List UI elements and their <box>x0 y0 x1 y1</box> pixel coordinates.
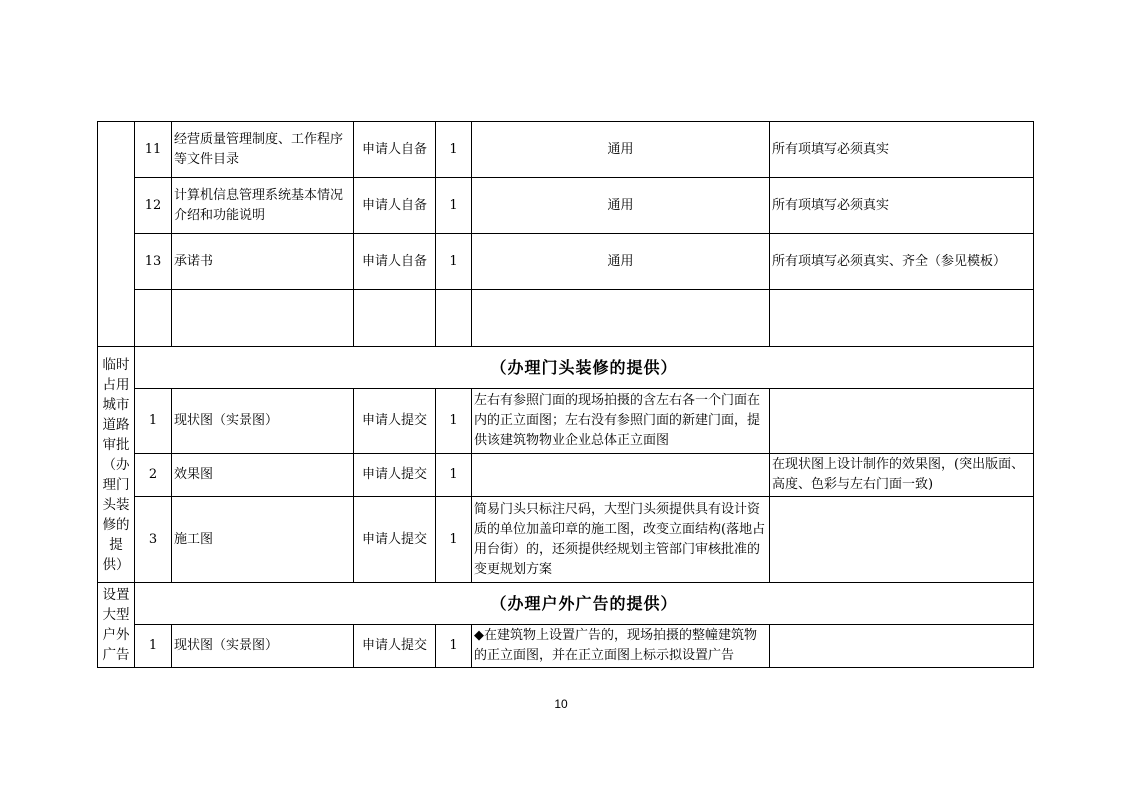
table-row <box>98 497 1034 583</box>
row-number: 1 <box>135 389 172 454</box>
empty-cell <box>770 290 1034 347</box>
document-name: 经营质量管理制度、工作程序等文件目录 <box>172 122 354 178</box>
section-header-row <box>98 583 1034 625</box>
empty-cell <box>172 290 354 347</box>
copies-cell: 1 <box>436 625 472 668</box>
copies-cell: 1 <box>436 178 472 234</box>
note-cell <box>770 389 1034 454</box>
copies-cell: 1 <box>436 234 472 290</box>
note-cell: 所有项填写必须真实、齐全（参见模板） <box>770 234 1034 290</box>
requirement-cell: 通用 <box>472 178 770 234</box>
source-cell: 申请人提交 <box>354 454 436 497</box>
requirement-cell: 通用 <box>472 234 770 290</box>
row-number: 3 <box>135 497 172 583</box>
side-label-outdoor-ads: 设置大型户外广告 <box>98 583 135 668</box>
note-cell <box>770 625 1034 668</box>
empty-cell <box>354 290 436 347</box>
row-number: 11 <box>135 122 172 178</box>
requirements-table <box>97 121 1034 668</box>
document-name: 承诺书 <box>172 234 354 290</box>
document-name: 现状图（实景图） <box>172 625 354 668</box>
source-cell: 申请人提交 <box>354 625 436 668</box>
copies-cell: 1 <box>436 454 472 497</box>
copies-cell: 1 <box>436 122 472 178</box>
table-row <box>98 234 1034 290</box>
document-name: 效果图 <box>172 454 354 497</box>
document-name: 现状图（实景图） <box>172 389 354 454</box>
note-cell: 所有项填写必须真实 <box>770 178 1034 234</box>
table-row <box>98 178 1034 234</box>
source-cell: 申请人提交 <box>354 389 436 454</box>
table-row <box>98 625 1034 668</box>
document-name: 计算机信息管理系统基本情况介绍和功能说明 <box>172 178 354 234</box>
requirement-cell: ◆在建筑物上设置广告的，现场拍摄的整幢建筑物的正立面图，并在正立面图上标示拟设置广告 <box>472 625 770 668</box>
requirement-cell: 左右有参照门面的现场拍摄的含左右各一个门面在内的正立面图；左右没有参照门面的新建门面，提供该建筑物物业企业总体正立面图 <box>472 389 770 454</box>
empty-cell <box>135 290 172 347</box>
table-row <box>98 454 1034 497</box>
side-label-road-approval: 临时占用城市道路审批（办理门头装修的提供） <box>98 347 135 583</box>
note-cell: 所有项填写必须真实 <box>770 122 1034 178</box>
table-row <box>98 122 1034 178</box>
note-cell: 在现状图上设计制作的效果图，(突出版面、高度、色彩与左右门面一致) <box>770 454 1034 497</box>
note-cell <box>770 497 1034 583</box>
copies-cell: 1 <box>436 497 472 583</box>
copies-cell: 1 <box>436 389 472 454</box>
page-number: 10 <box>554 697 568 711</box>
row-number: 13 <box>135 234 172 290</box>
table-row-empty <box>98 290 1034 347</box>
empty-cell <box>436 290 472 347</box>
side-cell-continued <box>98 122 135 347</box>
section-title: （办理户外广告的提供） <box>135 583 1034 625</box>
row-number: 1 <box>135 625 172 668</box>
empty-cell <box>472 290 770 347</box>
section-title: （办理门头装修的提供） <box>135 347 1034 389</box>
document-name: 施工图 <box>172 497 354 583</box>
table-row <box>98 389 1034 454</box>
source-cell: 申请人自备 <box>354 178 436 234</box>
row-number: 12 <box>135 178 172 234</box>
requirement-cell: 通用 <box>472 122 770 178</box>
requirement-cell: 简易门头只标注尺码，大型门头须提供具有设计资质的单位加盖印章的施工图，改变立面结构(落地占用台街）的，还须提供经规划主管部门审核批准的变更规划方案 <box>472 497 770 583</box>
row-number: 2 <box>135 454 172 497</box>
source-cell: 申请人提交 <box>354 497 436 583</box>
section-header-row <box>98 347 1034 389</box>
requirement-cell <box>472 454 770 497</box>
source-cell: 申请人自备 <box>354 122 436 178</box>
source-cell: 申请人自备 <box>354 234 436 290</box>
